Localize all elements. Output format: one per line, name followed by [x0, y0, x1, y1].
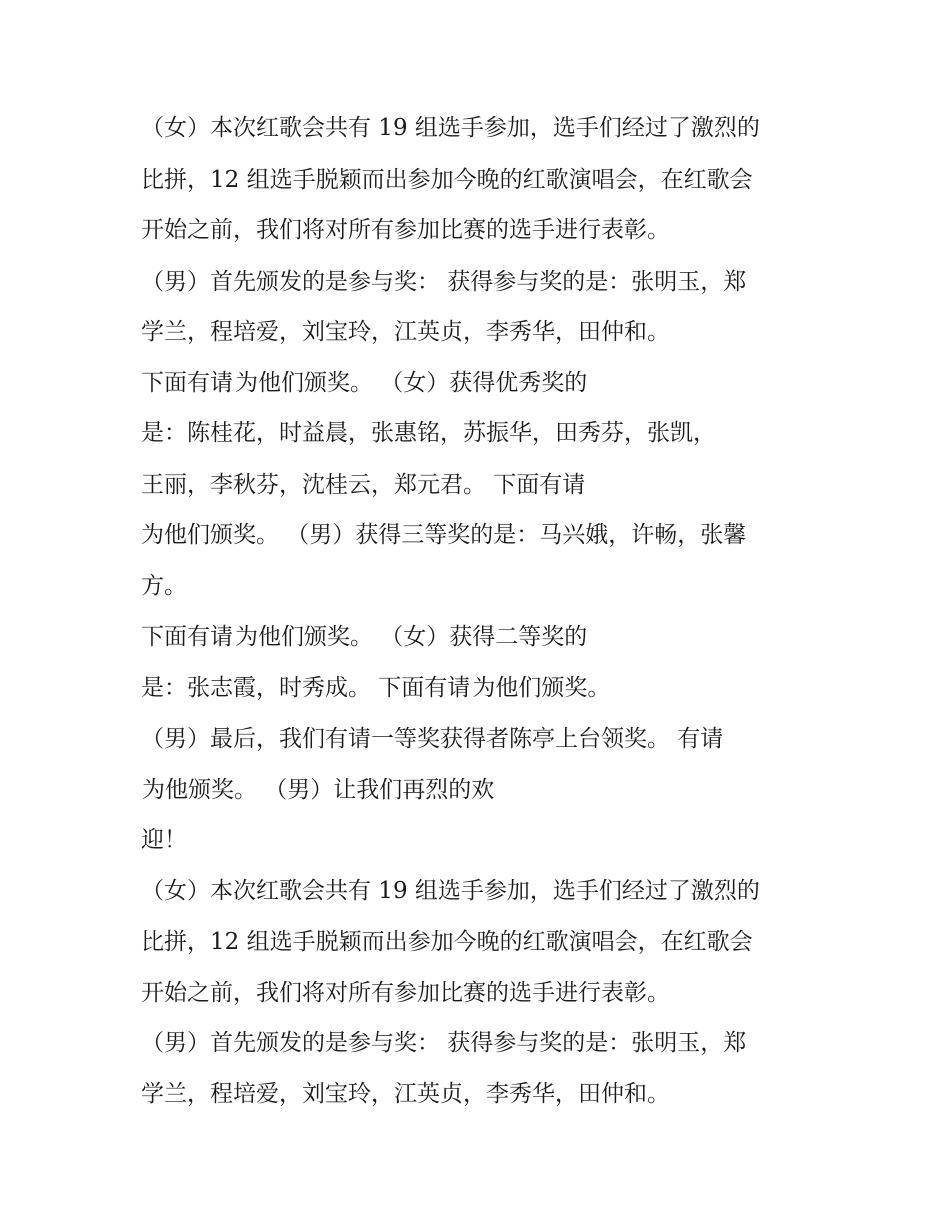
text-segment: 学兰，程培爱，刘宝玲，江英贞，李秀华，田仲和。 [141, 319, 670, 345]
text-line [141, 617, 821, 657]
text-line [141, 413, 821, 453]
text-segment: （男）首先颁发的是参与奖： 获得参与奖的是：张明玉，郑 [141, 1030, 747, 1056]
text-segment: 开始之前，我们将对所有参加比赛的选手进行表彰。 [141, 980, 670, 1006]
text-line [141, 262, 821, 302]
text-line [141, 770, 821, 810]
text-segment: 下面有请 [141, 624, 233, 650]
text-line [141, 922, 821, 962]
text-line [141, 566, 821, 606]
text-line [141, 973, 821, 1013]
text-segment: 为他们颁奖。 （女）获得优秀奖的 [235, 370, 588, 396]
text-line [141, 312, 821, 352]
text-segment: 迎！ [141, 827, 187, 853]
text-segment: 为他们颁奖。 [472, 675, 611, 701]
text-segment: 学兰，程培爱，刘宝玲，江英贞，李秀华，田仲和。 [141, 1081, 670, 1107]
text-line [141, 210, 821, 250]
text-segment: （男）最后，我们有请一等奖获得者陈亭上台领奖。 有请 [141, 726, 724, 752]
text-line [141, 1074, 821, 1114]
text-segment: 是：张志霞，时秀成。 下面有请 [141, 675, 471, 701]
text-segment: 是：陈桂花，时益晨，张惠铭，苏振华，田秀芬，张凯， [141, 420, 716, 446]
text-segment: 方。 [141, 573, 187, 599]
text-segment: （女）本次红歌会共有 19 组选手参加，选手们经过了激烈的 [141, 115, 760, 141]
text-line [141, 465, 821, 505]
text-line [141, 515, 821, 555]
text-segment: 比拼，12 组选手脱颖而出参加今晚的红歌演唱会，在红歌会 [141, 929, 753, 955]
text-segment: 为他们颁奖。 （男）获得三等奖的是：马兴娥，许畅，张馨 [141, 522, 747, 548]
text-line [141, 820, 821, 860]
text-segment: （男）首先颁发的是参与奖： 获得参与奖的是：张明玉，郑 [141, 269, 747, 295]
text-line [141, 871, 821, 911]
text-line [141, 108, 821, 148]
text-segment: 王丽，李秋芬，沈桂云，郑元君。 下面有请 [141, 472, 586, 498]
text-line [141, 1023, 821, 1063]
text-line [141, 668, 821, 708]
text-segment: 下面有请 [141, 370, 233, 396]
text-line [141, 363, 821, 403]
text-segment: 比拼，12 组选手脱颖而出参加今晚的红歌演唱会，在红歌会 [141, 167, 753, 193]
text-line [141, 719, 821, 759]
text-segment: （女）本次红歌会共有 19 组选手参加，选手们经过了激烈的 [141, 878, 760, 904]
text-segment: 开始之前，我们将对所有参加比赛的选手进行表彰。 [141, 217, 670, 243]
text-segment: 为他们颁奖。 （女）获得二等奖的 [235, 624, 588, 650]
text-line [141, 160, 821, 200]
text-segment: 为他颁奖。 （男）让我们再烈的欢 [142, 777, 495, 803]
